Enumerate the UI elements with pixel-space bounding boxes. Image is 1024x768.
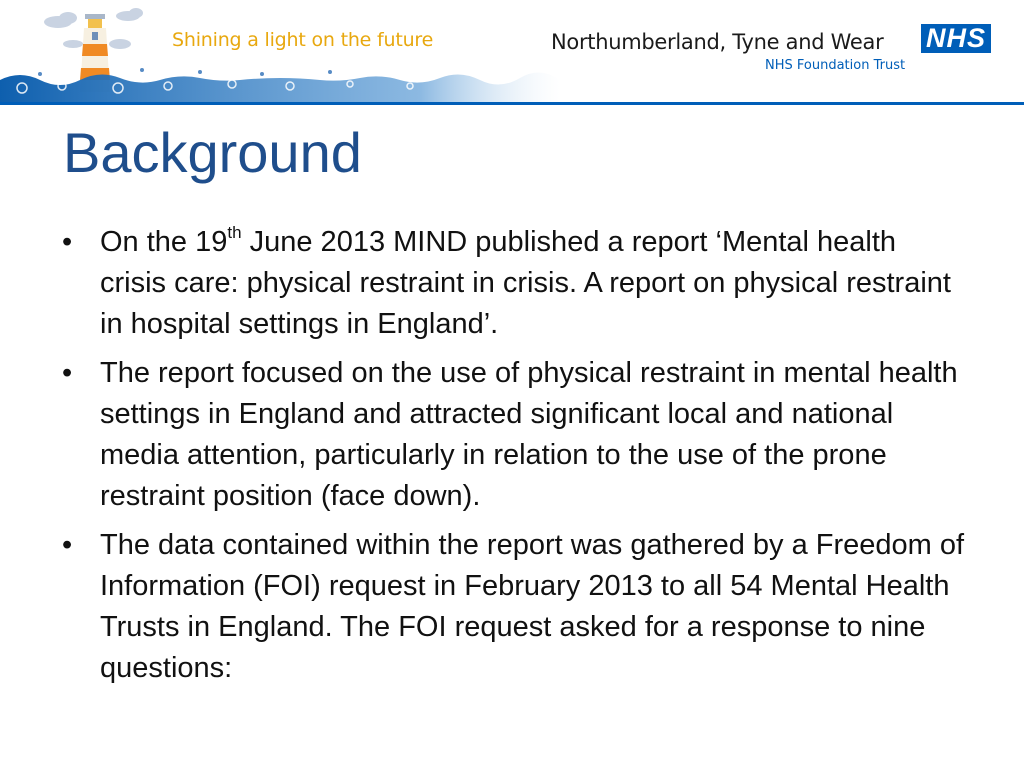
bullet-marker: •: [62, 226, 73, 258]
bullet-text-rest: June 2013 MIND published a report ‘Mental health crisis care: physical restraint in crisis. A report on physical restraint in hospital settings in England’.: [100, 226, 951, 340]
bullet-text: The report focused on the use of physical restraint in mental health settings in England and attracted significant local and national media attention, particularly in relation to the use of the prone restraint position (face down).: [100, 357, 958, 512]
trust-subtitle: NHS Foundation Trust: [765, 58, 906, 73]
bullet-item-2: [0, 353, 970, 517]
bullet-item-1: [0, 222, 970, 345]
nhs-logo: NHS: [921, 24, 991, 53]
bullet-marker: •: [62, 357, 73, 389]
bullet-list: [0, 222, 1000, 697]
ordinal-suffix: th: [227, 223, 242, 242]
slide-title: Background: [63, 121, 362, 184]
bullet-marker: •: [62, 529, 73, 561]
bullet-item-3: [0, 525, 970, 689]
bullet-text: The data contained within the report was gathered by a Freedom of Information (FOI) request in February 2013 to all 54 Mental Health Trusts in England. The FOI request asked for a response to nine questions:: [100, 529, 965, 684]
header-divider: [0, 102, 1024, 105]
trust-tagline: Shining a light on the future: [172, 29, 434, 51]
header-banner: [0, 0, 1024, 106]
trust-name: Northumberland, Tyne and Wear: [551, 30, 884, 54]
lighthouse-banner-art: [0, 0, 560, 106]
bullet-text-start: On the 19: [100, 226, 228, 258]
